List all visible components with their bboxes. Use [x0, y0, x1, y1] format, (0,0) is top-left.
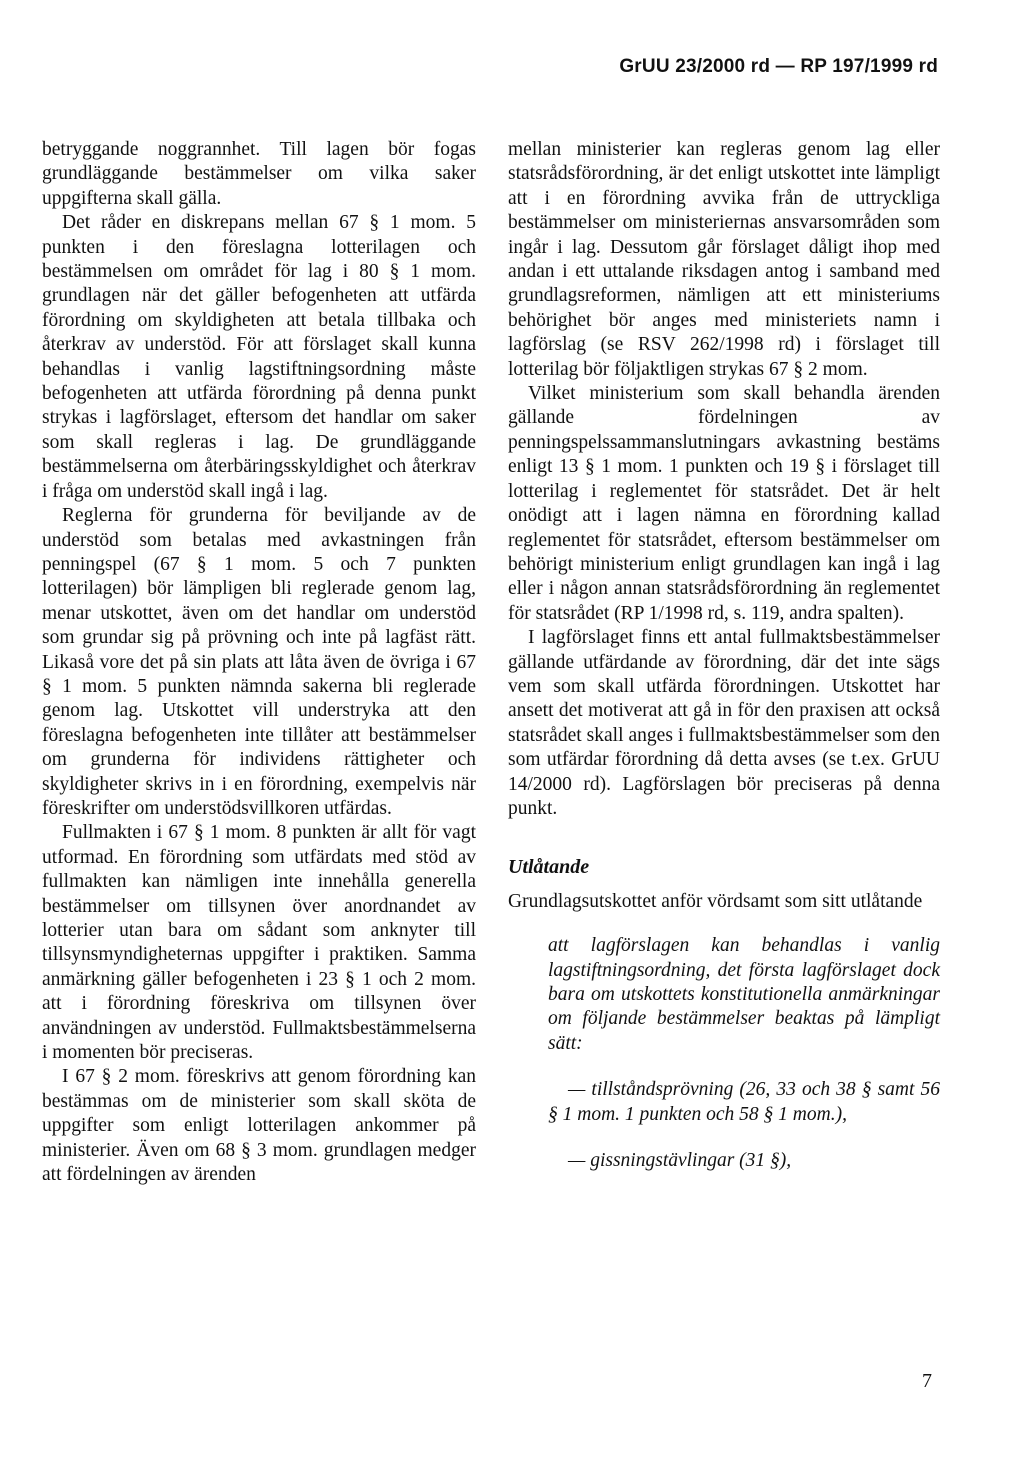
- statement-intro: Grundlagsutskottet anför vördsamt som sitt utlåtande: [508, 890, 923, 912]
- paragraph: betryggande noggrannhet. Till lagen bör fogas grundläggande bestämmelser om vilka saker uppgifterna skall gälla.: [42, 139, 476, 209]
- section-heading: Utlåtande: [508, 856, 590, 879]
- paragraph: Reglerna för grunderna för beviljande av de understöd som betalas med avkastningen från penningspel (67 § 1 mom. 5 och 7 punkten lotterilagen) bör lämpligen bli reglerade genom lag, menar utskottet, även om det handlar om understöd som grundar sig på prövning och inte på lagfäst rätt. Likaså vore det på sin plats att låta även de övriga i 67 § 1 mom. 5 punkten nämnda sakerna bli reglerade genom lag. Utskottet vill understryka att den föreslagna befogenheten inte tillåter att bestämmelser om grunderna för individens rättigheter och skyldigheter skrivs in i en förordning, exempelvis när föreskrifter om understödsvillkoren utfärdas.: [42, 505, 476, 819]
- paragraph: I 67 § 2 mom. föreskrivs att genom förordning kan bestämmas om de ministerier som skall sköta de uppgifter som enligt lotterilagen ankommer på ministerier. Även om 68 § 3 mom. grundlagen medger att fördelningen av ärenden: [42, 1066, 476, 1186]
- paragraph: Vilket ministerium som skall behandla ärenden gällande fördelningen av penningspelssammanslutningars avkastning bestäms enligt 13 § 1 mom. 1 punkten och 19 § i förslaget till lotterilag i reglementet för statsrådet. Det är helt onödigt att i lagen nämna en förordning kallad reglementet för statsrådet, eftersom bestämmelser om behörigt ministerium enligt grundlagen kan ingå i lag eller i någon annan statsrådsförordning än reglementet för statsrådet (RP 1/1998 rd, s. 119, andra spalten).: [508, 383, 940, 624]
- statement-bullet: — tillståndsprövning (26, 33 och 38 § samt 56 § 1 mom. 1 punkten och 58 § 1 mom.),: [548, 1079, 940, 1125]
- page-number: 7: [922, 1370, 932, 1392]
- running-header: GrUU 23/2000 rd — RP 197/1999 rd: [619, 56, 938, 77]
- left-column: [42, 138, 476, 1187]
- statement-text: att lagförslagen kan behandlas i vanlig lagstiftningsordning, det första lagförslaget dock bara om utskottets konstitutionella anmärkningar om följande bestämmelser beaktas på lämpligt sätt:: [548, 935, 940, 1054]
- statement-bullet: — gissningstävlingar (31 §),: [568, 1150, 792, 1172]
- paragraph: mellan ministerier kan regleras genom lag eller statsrådsförordning, är det enligt utskottet inte lämpligt att i en förordning avvika från de uttryckliga bestämmelser om ministeriernas ansvarsområden som ingår i lag. Dessutom går förslaget dåligt ihop med andan i ett uttalande riksdagen antog i samband med grundlagsreformen, nämligen att ett ministeriums behörighet bör anges med ministeriets namn i lagförslag (se RSV 262/1998 rd) i förslaget till lotterilag bör följaktligen strykas 67 § 2 mom.: [508, 139, 940, 380]
- paragraph: I lagförslaget finns ett antal fullmaktsbestämmelser gällande utfärdande av förordning, där det inte sägs vem som skall utfärda förordningen. Utskottet har ansett det motiverat att gå in för den praxisen att också statsrådet skall anges i fullmaktsbestämmelser som den som utfärdar förordning då detta avses (se t.ex. GrUU 14/2000 rd). Lagförslagen bör preciseras på denna punkt.: [508, 627, 940, 819]
- right-column: [508, 138, 940, 1173]
- paragraph: Fullmakten i 67 § 1 mom. 8 punkten är allt för vagt utformad. En förordning som utfärdats med stöd av fullmakten kan nämligen inte innehålla generella bestämmelser om tillsynen över anordnandet av lotterier utan bara om sådant som anknyter till tillsynsmyndigheternas uppgifter i praktiken. Samma anmärkning gäller befogenheten i 23 § 1 och 2 mom. att i förordning föreskriva om tillsynen över användningen av understöd. Fullmaktsbestämmelserna i momenten bör preciseras.: [42, 822, 476, 1064]
- statement-block: [548, 934, 940, 1173]
- paragraph: Det råder en diskrepans mellan 67 § 1 mom. 5 punkten i den föreslagna lotterilagen och bestämmelsen om området för lag i 80 § 1 mom. grundlagen när det gäller befogenheten att utfärda förordning om skyldigheten att betala tillbaka och återkrav av understöd. För att förslaget skall kunna behandlas i vanlig lagstiftningsordning måste befogenheten att utfärda förordning på denna punkt strykas i lagförslaget, eftersom det handlar om saker som skall regleras i lag. De grundläggande bestämmelserna om återbäringsskyldighet och återkrav i fråga om understöd skall ingå i lag.: [42, 212, 476, 502]
